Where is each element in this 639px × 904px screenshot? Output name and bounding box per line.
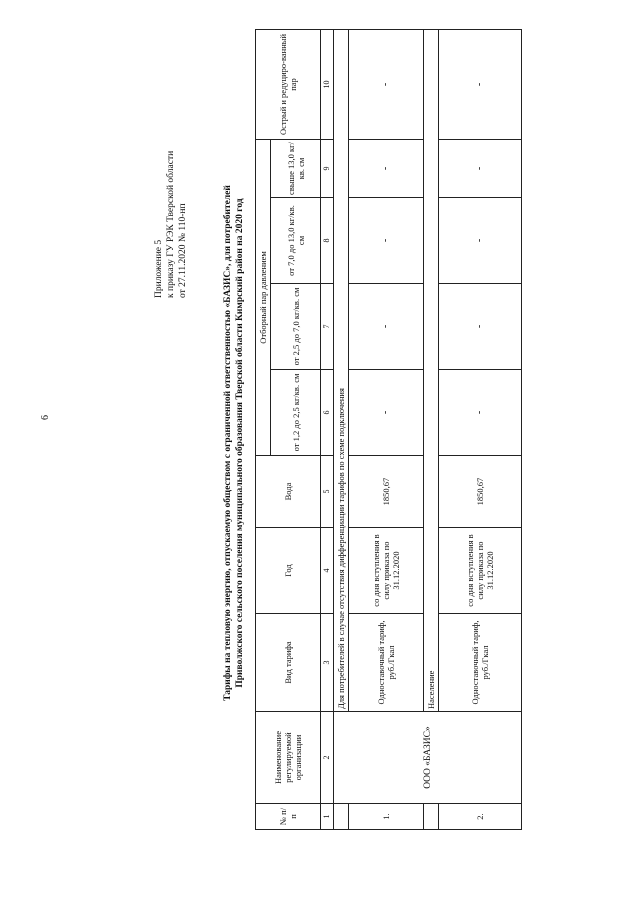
rotated-landscape-page: [145, 28, 525, 858]
header-steam-1: от 1,2 до 2,5 кг/кв. см: [271, 370, 321, 456]
row-water: 1850,67: [349, 456, 424, 528]
col-index: 4: [321, 528, 334, 614]
col-index: 1: [321, 804, 334, 830]
row-steam-3: -: [439, 198, 522, 284]
row-steam-1: -: [349, 370, 424, 456]
attachment-line-1: Приложение 5: [154, 239, 164, 298]
col-index: 3: [321, 614, 334, 712]
header-water: Вода: [256, 456, 321, 528]
attachment-line-3: от 27.11.2020 № 110-нп: [178, 203, 188, 298]
row-steam-1: -: [439, 370, 522, 456]
header-steam-4: свыше 13,0 кг/кв. см: [271, 139, 321, 197]
section-row-2: [424, 29, 439, 829]
header-sharp-steam: Острый и редуциро-ванный пар: [256, 29, 321, 139]
attachment-line-2: к приказу ГУ РЭК Тверской области: [166, 150, 176, 298]
row-sharp: -: [349, 29, 424, 139]
title-line-1: Тарифы на тепловую энергию, отпускаемую обществом с ограниченной ответственностью «БАЗИС», для потребителей: [223, 185, 233, 701]
attachment-reference: [153, 38, 189, 298]
header-steam-2: от 2,5 до 7,0 кг/кв. см: [271, 284, 321, 370]
row-year: со дня вступления в силу приказа по 31.12.2020: [439, 528, 522, 614]
header-steam-group: Отборный пар давлением: [256, 139, 271, 455]
row-tariff-type: Одноставочный тариф, руб./Гкал: [349, 614, 424, 712]
col-index: 9: [321, 139, 334, 197]
header-tariff-type: Вид тарифа: [256, 614, 321, 712]
section-row-1: [334, 29, 349, 829]
column-index-row: [321, 29, 334, 829]
header-year: Год: [256, 528, 321, 614]
section-label-1: Для потребителей в случае отсутствия дифференциации тарифов по схеме подключения: [334, 29, 349, 711]
col-index: 8: [321, 198, 334, 284]
row-steam-2: -: [349, 284, 424, 370]
col-index: 5: [321, 456, 334, 528]
section-label-2: Население: [424, 29, 439, 711]
col-index: 2: [321, 712, 334, 804]
header-org-name: Наименование регулируемой организации: [256, 712, 321, 804]
org-name-cell: ООО «БАЗИС»: [334, 712, 522, 804]
row-steam-2: -: [439, 284, 522, 370]
table-row: [439, 29, 522, 829]
col-index: 6: [321, 370, 334, 456]
row-num: 2.: [439, 804, 522, 830]
header-steam-3: от 7,0 до 13,0 кг/кв. см: [271, 198, 321, 284]
row-sharp: -: [439, 29, 522, 139]
header-row: [256, 29, 271, 829]
row-tariff-type: Одноставочный тариф, руб./Гкал: [439, 614, 522, 712]
row-year: со дня вступления в силу приказа по 31.12.2020: [349, 528, 424, 614]
row-num: 1.: [349, 804, 424, 830]
tariff-table: [255, 29, 522, 830]
header-num: № п/ п: [256, 804, 321, 830]
page-number: 6: [40, 415, 51, 420]
title-line-2: Приволжского сельского поселения муниципального образования Тверской области Кимрский район на 2020 год: [235, 198, 245, 688]
col-index: 7: [321, 284, 334, 370]
empty-cell: [334, 804, 349, 830]
col-index: 10: [321, 29, 334, 139]
document-title: [222, 28, 246, 858]
empty-cell: [424, 804, 439, 830]
table-row: [349, 29, 424, 829]
row-steam-3: -: [349, 198, 424, 284]
row-steam-4: -: [349, 139, 424, 197]
row-steam-4: -: [439, 139, 522, 197]
row-water: 1850,67: [439, 456, 522, 528]
